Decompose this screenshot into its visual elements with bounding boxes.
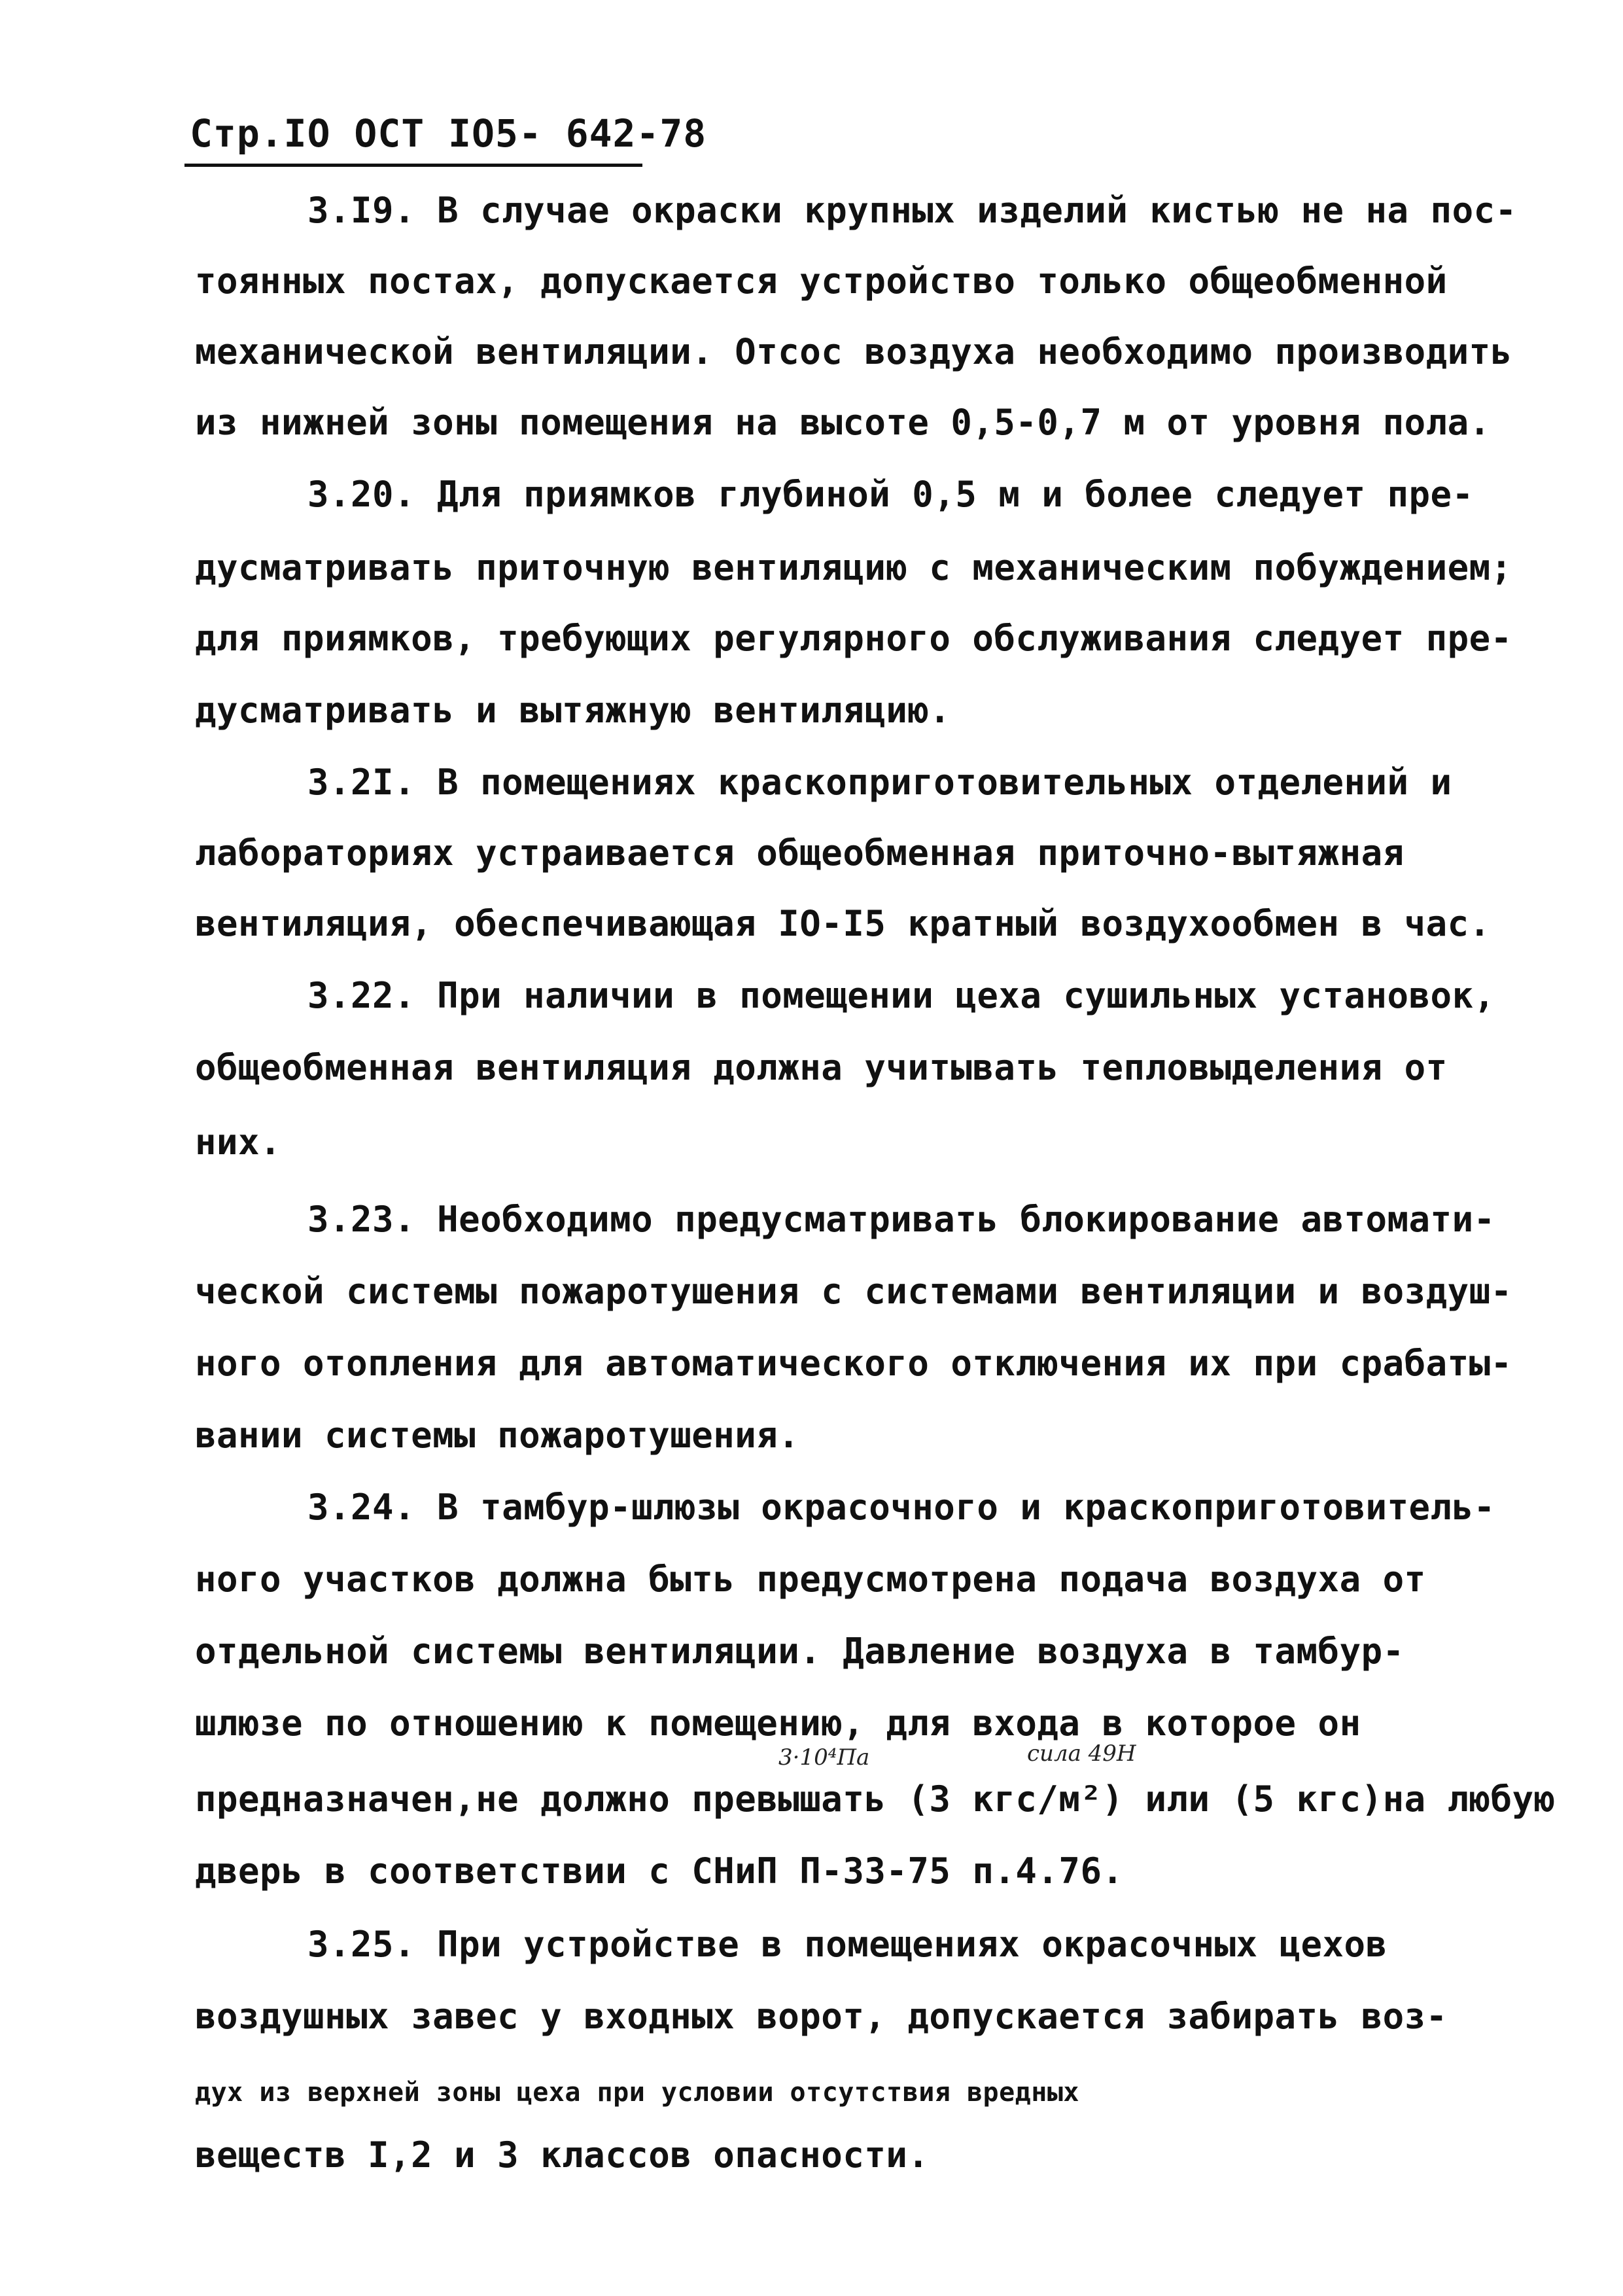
paragraph-3-19-line-4: из нижней зоны помещения на высоте 0,5-0,7 м от уровня пола. bbox=[195, 402, 1491, 443]
paragraph-3-25-line-3: дух из верхней зоны цеха при условии отсутствия вредных bbox=[195, 2077, 1080, 2108]
handwritten-force-annotation: сила 49Н bbox=[1027, 1740, 1136, 1767]
paragraph-3-21-line-1: 3.2I. В помещениях краскоприготовительных отделений и bbox=[307, 762, 1452, 803]
paragraph-3-24-line-1: 3.24. В тамбур-шлюзы окрасочного и краскоприготовитель- bbox=[307, 1487, 1495, 1528]
paragraph-3-21-line-2: лабораториях устраивается общеобменная приточно-вытяжная bbox=[195, 832, 1405, 874]
paragraph-3-24-line-6: дверь в соответствии с СНиП П-33-75 п.4.76. bbox=[195, 1850, 1124, 1892]
paragraph-3-22-line-3: них. bbox=[195, 1122, 282, 1163]
paragraph-3-23-line-1: 3.23. Необходимо предусматривать блокирование автомати- bbox=[307, 1199, 1495, 1240]
paragraph-3-23-line-4: вании системы пожаротушения. bbox=[195, 1415, 800, 1456]
paragraph-3-20-line-2: дусматривать приточную вентиляцию с механическим побуждением; bbox=[195, 547, 1512, 588]
paragraph-3-21-line-3: вентиляция, обеспечивающая IO-I5 кратный воздухообмен в час. bbox=[195, 903, 1491, 944]
paragraph-3-24-line-5: предназначен,не должно превышать (3 кгс/м²) или (5 кгс)на любую bbox=[195, 1778, 1556, 1820]
paragraph-3-24-line-3: отдельной системы вентиляции. Давление воздуха в тамбур- bbox=[195, 1631, 1405, 1672]
paragraph-3-22-line-1: 3.22. При наличии в помещении цеха сушильных установок, bbox=[307, 975, 1495, 1016]
paragraph-3-25-line-1: 3.25. При устройстве в помещениях окрасочных цехов bbox=[307, 1924, 1387, 1965]
paragraph-3-20-line-1: 3.20. Для приямков глубиной 0,5 м и более следует пре- bbox=[307, 474, 1474, 515]
paragraph-3-19-line-2: тоянных постах, допускается устройство только общеобменной bbox=[195, 260, 1448, 302]
paragraph-3-25-line-4: веществ I,2 и 3 классов опасности. bbox=[195, 2134, 930, 2176]
paragraph-3-22-line-2: общеобменная вентиляция должна учитывать тепловыделения от bbox=[195, 1047, 1448, 1088]
paragraph-3-20-line-3: для приямков, требующих регулярного обслуживания следует пре- bbox=[195, 618, 1512, 659]
handwritten-pressure-annotation: 3·10⁴Па bbox=[778, 1744, 870, 1771]
paragraph-3-19-line-1: 3.I9. В случае окраски крупных изделий кистью не на пос- bbox=[307, 190, 1517, 231]
paragraph-3-20-line-4: дусматривать и вытяжную вентиляцию. bbox=[195, 690, 951, 731]
paragraph-3-23-line-3: ного отопления для автоматического отключения их при срабаты- bbox=[195, 1343, 1512, 1384]
paragraph-3-24-line-4: шлюзе по отношению к помещению, для входа в которое он bbox=[195, 1703, 1361, 1744]
paragraph-3-19-line-3: механической вентиляции. Отсос воздуха необходимо производить bbox=[195, 331, 1512, 372]
page-header: Стр.IO ОСТ IO5- 642-78 bbox=[190, 111, 707, 156]
paragraph-3-24-line-2: ного участков должна быть предусмотрена подача воздуха от bbox=[195, 1559, 1426, 1600]
paragraph-3-23-line-2: ческой системы пожаротушения с системами вентиляции и воздуш- bbox=[195, 1271, 1512, 1312]
header-underline bbox=[184, 164, 642, 167]
paragraph-3-25-line-2: воздушных завес у входных ворот, допускается забирать воз- bbox=[195, 1996, 1448, 2037]
